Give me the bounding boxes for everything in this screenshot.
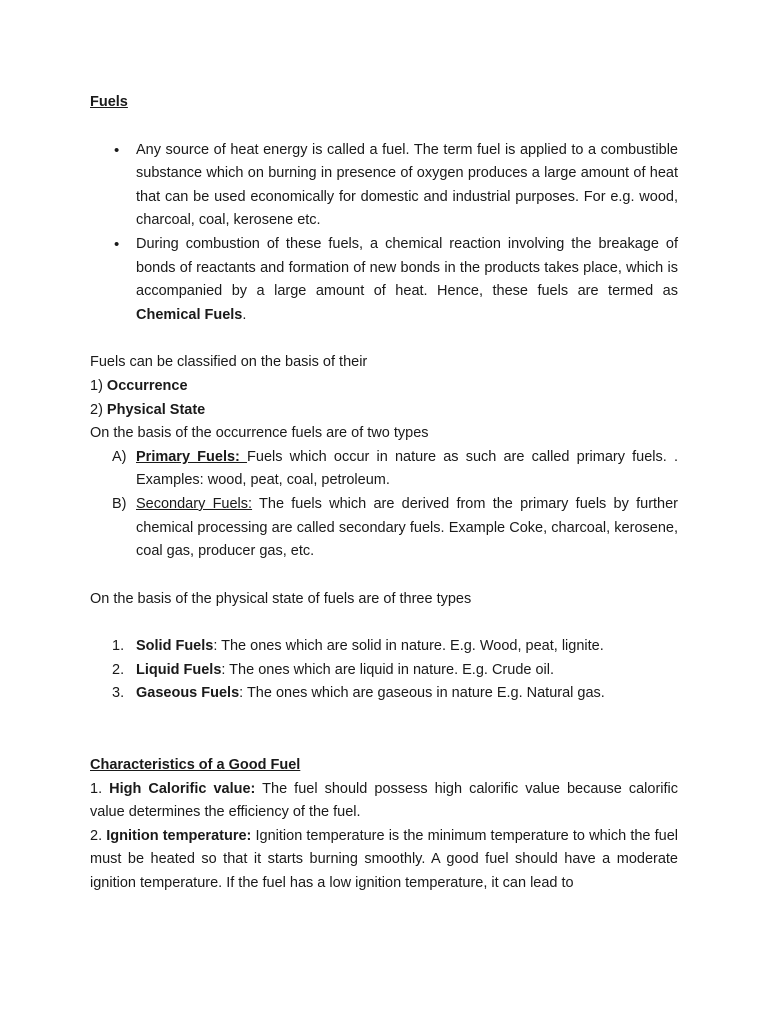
spacer xyxy=(90,730,678,754)
bullet-item xyxy=(90,139,678,233)
occurrence-desc: Fuels which occur in nature as such are called primary fuels. . Examples: wood, peat, coal, petroleum. xyxy=(136,448,678,489)
occurrence-type-item xyxy=(90,446,678,493)
basis-number: 1) xyxy=(90,377,107,394)
characteristics-heading: Characteristics of a Good Fuel xyxy=(90,757,301,774)
occurrence-type-item xyxy=(90,493,678,564)
occurrence-term: Primary Fuels: xyxy=(136,448,248,465)
list-number: 2. xyxy=(112,661,125,678)
spacer xyxy=(90,706,678,730)
physical-type-item xyxy=(90,659,678,683)
bullet-text-end: . xyxy=(242,306,247,323)
basis-item xyxy=(90,375,678,399)
bullet-bold-term: Chemical Fuels xyxy=(136,306,243,323)
characteristic-term: Ignition temperature: xyxy=(106,827,252,844)
characteristic-term: High Calorific value: xyxy=(109,780,256,797)
physical-type-item xyxy=(90,635,678,659)
page-title: Fuels xyxy=(90,94,128,110)
spacer xyxy=(90,564,678,588)
basis-number: 2) xyxy=(90,401,107,418)
occurrence-term: Secondary Fuels: xyxy=(136,495,253,512)
physical-term: Solid Fuels xyxy=(136,638,214,655)
physical-desc: : The ones which are gaseous in nature E.g. Natural gas. xyxy=(239,685,605,702)
spacer xyxy=(90,327,678,351)
bullet-text: Any source of heat energy is called a fuel. The term fuel is applied to a combustible substance which on burning in presence of oxygen produces a large amount of heat that can be used economically for domestic and industrial purposes. For e.g. wood, charcoal, coal, kerosene etc. xyxy=(136,141,678,229)
occurrence-type-list xyxy=(90,446,678,564)
basis-item xyxy=(90,399,678,423)
occurrence-desc: The fuels which are derived from the primary fuels by further chemical processing are called secondary fuels. Example Coke, charcoal, kerosene, coal gas, producer gas, etc. xyxy=(136,495,679,560)
physical-desc: : The ones which are liquid in nature. E.g. Crude oil. xyxy=(221,661,555,678)
physical-desc: : The ones which are solid in nature. E.g. Wood, peat, lignite. xyxy=(213,638,604,655)
bullet-item xyxy=(90,233,678,327)
basis-label: Physical State xyxy=(106,401,206,418)
list-number: 3. xyxy=(112,685,125,702)
list-marker: A) xyxy=(112,448,127,465)
characteristic-number: 1. xyxy=(90,780,110,797)
intro-bullet-list xyxy=(90,139,678,328)
bullet-text: During combustion of these fuels, a chemical reaction involving the breakage of bonds of reactants and formation of new bonds in the products takes place, which is accompanied by a large amount of heat. Hence, these fuels are termed as xyxy=(136,235,678,300)
physical-term: Gaseous Fuels xyxy=(136,685,240,702)
list-number: 1. xyxy=(112,638,125,655)
characteristic-number: 2. xyxy=(90,827,107,844)
document-page xyxy=(90,91,678,896)
characteristic-desc: The fuel should possess high calorific value because calorific value determines the efficiency of the fuel. xyxy=(90,780,678,821)
characteristic-item xyxy=(90,825,678,896)
physical-type-list xyxy=(90,635,678,706)
basis-label: Occurrence xyxy=(106,377,188,394)
classification-intro: Fuels can be classified on the basis of their xyxy=(90,354,368,371)
physical-type-item xyxy=(90,682,678,706)
spacer xyxy=(90,611,678,635)
characteristic-item xyxy=(90,778,678,825)
occurrence-intro: On the basis of the occurrence fuels are of two types xyxy=(90,425,429,442)
characteristic-desc: Ignition temperature is the minimum temperature to which the fuel must be heated so that it starts burning smoothly. A good fuel should have a moderate ignition temperature. If the fuel has a low ignition temperature, it can lead to xyxy=(90,827,678,892)
list-marker: B) xyxy=(112,495,127,512)
physical-term: Liquid Fuels xyxy=(136,661,222,678)
physical-intro: On the basis of the physical state of fuels are of three types xyxy=(90,590,472,607)
spacer xyxy=(90,115,678,139)
